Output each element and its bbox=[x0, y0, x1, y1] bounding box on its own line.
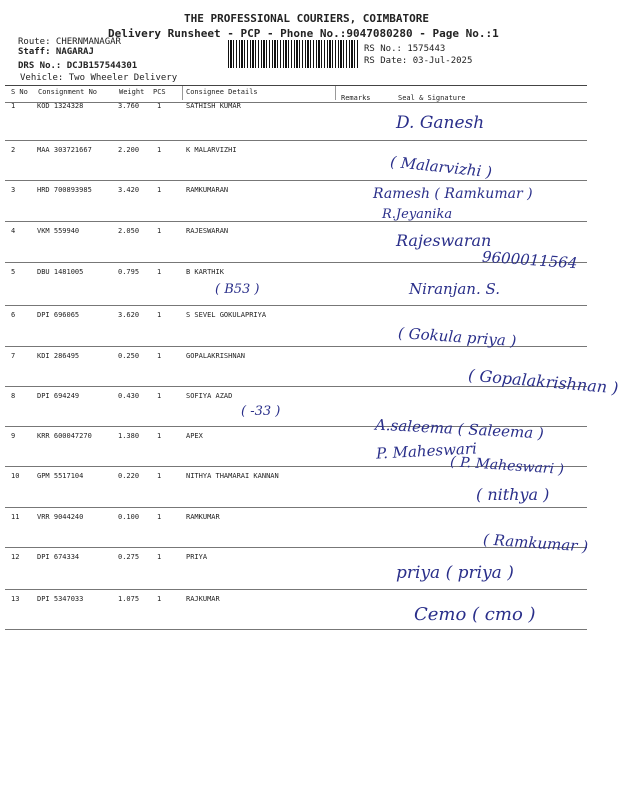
signature-row3-name: R.Jeyanika bbox=[382, 207, 453, 222]
cell-consignment-no: GPM 5517104 bbox=[37, 472, 84, 480]
cell-pcs: 1 bbox=[157, 392, 162, 400]
cell-weight: 0.220 bbox=[118, 472, 140, 480]
cell-consignee: SATHISH KUMAR bbox=[186, 102, 241, 110]
cell-weight: 2.050 bbox=[118, 227, 140, 235]
cell-pcs: 1 bbox=[157, 595, 162, 603]
signature-row9-b: ( P. Maheswari ) bbox=[449, 454, 565, 478]
cell-weight: 1.380 bbox=[118, 432, 140, 440]
signature-row9: P. Maheswari bbox=[375, 439, 478, 463]
cell-consignment-no: VRR 9044240 bbox=[37, 513, 84, 521]
cell-consignment-no: KRR 600047270 bbox=[37, 432, 92, 440]
cell-weight: 3.760 bbox=[118, 102, 140, 110]
cell-consignment-no: DBU 1481005 bbox=[37, 268, 84, 276]
vehicle-label: Vehicle: Two Wheeler Delivery bbox=[20, 73, 178, 83]
barcode bbox=[228, 40, 358, 68]
cell-sno: 4 bbox=[11, 227, 16, 235]
cell-pcs: 1 bbox=[157, 432, 162, 440]
cell-consignment-no: KDI 286495 bbox=[37, 352, 80, 360]
cell-pcs: 1 bbox=[157, 352, 162, 360]
rs-date: RS Date: 03-Jul-2025 bbox=[364, 56, 473, 66]
cell-consignment-no: DPI 694249 bbox=[37, 392, 80, 400]
drs-number: DRS No.: DCJB157544301 bbox=[18, 61, 138, 71]
col-header-weight: Weight bbox=[119, 88, 145, 96]
signature-row5: Niranjan. S. bbox=[409, 280, 500, 298]
cell-sno: 13 bbox=[11, 595, 20, 603]
cell-consignee: PRIYA bbox=[186, 553, 208, 561]
cell-weight: 0.795 bbox=[118, 268, 140, 276]
cell-weight: 3.620 bbox=[118, 311, 140, 319]
cell-consignee: NITHYA THAMARAI KANNAN bbox=[186, 472, 279, 480]
col-header-consignment: Consignment No bbox=[38, 88, 98, 96]
cell-sno: 1 bbox=[11, 102, 16, 110]
cell-weight: 2.200 bbox=[118, 146, 140, 154]
cell-weight: 3.420 bbox=[118, 186, 140, 194]
signature-row7: ( Gopalakrishnan ) bbox=[467, 365, 619, 398]
col-header-seal: Seal & Signature bbox=[398, 94, 466, 102]
cell-pcs: 1 bbox=[157, 186, 162, 194]
cell-consignee: SOFIYA AZAD bbox=[186, 392, 233, 400]
cell-consignee: RAMKUMAR bbox=[186, 513, 220, 521]
cell-consignee: APEX bbox=[186, 432, 203, 440]
signature-row1: D. Ganesh bbox=[396, 113, 485, 133]
cell-consignee: RAJESWARAN bbox=[186, 227, 229, 235]
cell-weight: 0.100 bbox=[118, 513, 140, 521]
cell-weight: 0.250 bbox=[118, 352, 140, 360]
table-top-rule bbox=[5, 85, 587, 86]
col-header-remarks: Remarks bbox=[341, 94, 371, 102]
cell-consignment-no: VKM 559940 bbox=[37, 227, 80, 235]
signature-row12: priya ( priya ) bbox=[396, 563, 514, 583]
cell-consignee: RAJKUMAR bbox=[186, 595, 220, 603]
cell-weight: 0.430 bbox=[118, 392, 140, 400]
col-header-sno: S No bbox=[11, 88, 28, 96]
col-divider bbox=[335, 86, 336, 100]
rs-number: RS No.: 1575443 bbox=[364, 44, 446, 54]
cell-consignee: GOPALAKRISHNAN bbox=[186, 352, 246, 360]
signature-row6: ( Gokula priya ) bbox=[397, 323, 517, 351]
cell-consignment-no: MAA 303721667 bbox=[37, 146, 92, 154]
col-divider bbox=[182, 86, 183, 100]
cell-consignee: K MALARVIZHI bbox=[186, 146, 237, 154]
cell-sno: 3 bbox=[11, 186, 16, 194]
row-separator bbox=[5, 180, 587, 181]
cell-sno: 9 bbox=[11, 432, 16, 440]
row-separator bbox=[5, 305, 587, 306]
cell-consignment-no: KOD 1324328 bbox=[37, 102, 84, 110]
cell-consignment-no: DPI 674334 bbox=[37, 553, 80, 561]
staff-label: Staff: NAGARAJ bbox=[18, 47, 94, 57]
signature-row2: ( Malarvizhi ) bbox=[389, 152, 493, 182]
company-title: THE PROFESSIONAL COURIERS, COIMBATORE bbox=[184, 12, 430, 25]
row-separator bbox=[5, 140, 587, 141]
cell-weight: 1.075 bbox=[118, 595, 140, 603]
cell-sno: 6 bbox=[11, 311, 16, 319]
cell-sno: 11 bbox=[11, 513, 20, 521]
signature-row11: ( Ramkumar ) bbox=[482, 530, 589, 556]
cell-consignee: B KARTHIK bbox=[186, 268, 224, 276]
row-separator bbox=[5, 102, 587, 103]
route-label: Route: CHERNMANAGAR bbox=[18, 37, 121, 47]
cell-sno: 5 bbox=[11, 268, 16, 276]
cell-pcs: 1 bbox=[157, 311, 162, 319]
cell-consignment-no: DPI 5347033 bbox=[37, 595, 84, 603]
handwritten-note-row5: ( B53 ) bbox=[215, 282, 260, 297]
signature-row4-phone: 9600011564 bbox=[481, 247, 578, 273]
signature-row10: ( nithya ) bbox=[476, 485, 550, 504]
cell-consignee: RAMKUMARAN bbox=[186, 186, 229, 194]
row-separator bbox=[5, 221, 587, 222]
cell-pcs: 1 bbox=[157, 513, 162, 521]
cell-consignee: S SEVEL GOKULAPRIYA bbox=[186, 311, 267, 319]
handwritten-note-row8: ( -33 ) bbox=[241, 404, 281, 419]
runsheet-title: Delivery Runsheet - PCP - Phone No.:9047080280 - Page No.:1 bbox=[108, 27, 499, 40]
col-header-pcs: PCS bbox=[153, 88, 166, 96]
cell-pcs: 1 bbox=[157, 553, 162, 561]
signature-row8: A.saleema ( Saleema ) bbox=[374, 415, 545, 443]
cell-pcs: 1 bbox=[157, 472, 162, 480]
cell-sno: 10 bbox=[11, 472, 20, 480]
row-separator bbox=[5, 589, 587, 590]
table-bottom-rule bbox=[5, 629, 587, 630]
signature-row4: Rajeswaran bbox=[396, 231, 492, 250]
cell-pcs: 1 bbox=[157, 146, 162, 154]
cell-pcs: 1 bbox=[157, 268, 162, 276]
cell-sno: 7 bbox=[11, 352, 16, 360]
cell-pcs: 1 bbox=[157, 102, 162, 110]
row-separator bbox=[5, 507, 587, 508]
signature-row13: Cemo ( cmo ) bbox=[414, 604, 536, 625]
cell-pcs: 1 bbox=[157, 227, 162, 235]
cell-sno: 2 bbox=[11, 146, 16, 154]
cell-weight: 0.275 bbox=[118, 553, 140, 561]
cell-sno: 12 bbox=[11, 553, 20, 561]
cell-consignment-no: DPI 696065 bbox=[37, 311, 80, 319]
cell-consignment-no: HRD 700893985 bbox=[37, 186, 92, 194]
cell-sno: 8 bbox=[11, 392, 16, 400]
col-header-consignee: Consignee Details bbox=[186, 88, 258, 96]
signature-row3: Ramesh ( Ramkumar ) bbox=[373, 186, 533, 202]
